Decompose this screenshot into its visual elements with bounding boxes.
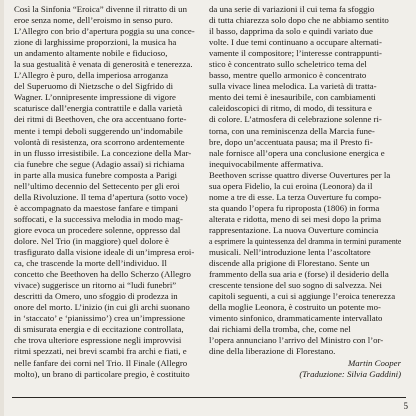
text-line: onore del morto. L’inizio (in cui gli archi suonano [14,302,190,313]
text-line: sua opera Fidelio, la cui eroina (Leonora) da il [209,180,373,191]
text-line: in ‘staccato’ e ‘pianissimo’) crea un’impressione [14,313,186,324]
text-line: vimento sinfonico, drammaticamente intervallato [209,313,383,324]
text-line: caleidoscopici di ritmo, di modo, di tessitura e [209,103,372,114]
text-line: del Superuomo di Nietzsche o del Sigfrido di [14,81,174,92]
text-line: che trova ulteriore espressione negli improvvisi [14,335,182,346]
text-line: in parte alla musica funebre composta a Parigi [14,169,177,180]
text-line: da una serie di variazioni il cui tema fa sfoggio [209,4,375,14]
text-line: scaturisce dall’energia contrattile e dalla varietà [14,103,183,114]
text-line: dine della liberazione di Florestano. [209,346,336,357]
left-column [14,4,203,380]
text-line: inequivocabilmente affermativa. [209,158,324,169]
text-line: alterata e ridotta, meno di sei mesi dopo la prima [209,213,381,224]
text-line: mento dei temi è inesauribile, con cambiamenti [209,92,376,103]
translator-credit: (Traduzione: Silvia Gaddini) [299,368,401,379]
text-line: a esprimere la quintessenza del dramma in termini puramente [209,235,402,246]
text-line: bre, dopo un’accentuata pausa; ma il Presto fi- [209,136,373,147]
text-line: di tutta chiarezza solo dopo che ne abbiamo sentito [209,15,389,26]
text-line: giore evoca un procedere solenne, oppresso dal [14,224,181,235]
text-line: di smisurata energia e di eccitazione controllata, [14,324,184,335]
text-line: trasfigurato dalla visione ideale di un’impresa eroi- [14,247,195,258]
text-line: ca, che trascende la morte dell’individuo. Il [14,258,167,269]
text-line: di colore. L’atmosfera di celebrazione solenne ri- [209,114,382,125]
text-line: vivace) suggerisce un ritorno ai “ludi funebri” [14,280,177,291]
text-line: capitoli seguenti, a cui si aggiunge l’eroica tenerezza [209,291,396,302]
text-line: sta quando l’opera fu riproposta (1806) in forma [209,202,380,213]
text-line: musicali. Nell’introduzione lenta l’ascoltatore [209,247,371,258]
text-line: stico è concentrato sullo scheletrico tema del [209,59,367,70]
text-line: la sua gestualità è venata di generosità e tenerezza. [14,59,193,70]
text-line: nome a tre di esse. La terza Ouverture fu compo- [209,191,382,202]
text-line: nelle fanfare dei corni nel Trio. Il Finale (Allegro [14,357,188,368]
right-column [209,4,401,380]
text-line: eroe senza nome, dell’eroismo in senso puro. [14,15,173,26]
text-line: basso, mentre quello armonico è concentrato [209,70,367,81]
text-line: sulla vivace linea melodica. La varietà di tratta- [209,81,377,92]
text-line: dolore. Nel Trio (in maggiore) quel dolore è [14,235,169,246]
text-line: ritmi spezzati, nei brevi scambi fra archi e fiati, e [14,346,187,357]
text-line: mente i tempi deboli suggerendo un’indomabile [14,125,183,136]
text-line: dai richiami della tromba, che, come nel [209,324,351,335]
text-line: rappresentazione. La nuova Ouverture comincia [209,224,379,235]
text-line: nale fornisce all’opera una conclusione energica e [209,147,385,158]
text-line: L’Allegro è puro, della imperiosa arroganza [14,70,169,81]
text-line: il basso, dapprima da solo e quindi variato due [209,26,373,37]
text-line: L’Allegro con brio d’apertura poggia su una conce- [14,26,195,37]
text-line: crescente tensione del suo sogno di salvezza. Nei [209,280,382,291]
text-line: in un flusso irresistibile. La concezione della Mar- [14,147,192,158]
text-line: volontà di resistenza, ora scorrono ardentemente [14,136,185,147]
text-line: Wagner. L’onnipresente impressione di vigore [14,92,176,103]
text-line: della moglie Leonora, è costruito un potente mo- [209,302,381,313]
text-line: discende alla prigione di Florestano. Sente un [209,258,370,269]
text-line: Beethoven scrisse quattro diverse Ouvertures per la [209,169,391,180]
text-line: descritti da Omero, uno sfoggio di prodezza in [14,291,178,302]
text-line: cia funebre che segue (Adagio assai) si richiama [14,158,185,169]
text-line: Così la Sinfonia “Eroica” divenne il ritratto di un [14,4,187,14]
text-line: volte. I due temi continuano a occupare alternati- [209,37,382,48]
text-line: soffocati, e la successiva melodia in modo mag- [14,213,183,224]
text-line: frammento della sua aria e (forse) il desiderio della [209,269,389,280]
footer-rule [12,397,406,398]
text-line: della Rivoluzione. Il tema d’apertura (sotto voce) [14,191,188,202]
text-line: nell’ultimo decennio del Settecento per gli eroi [14,180,180,191]
page-edge [0,0,4,416]
text-line: molto), un brano di particolare pregio, è costituito [14,368,190,379]
text-line: vamente il compositore; l’interesse contrappunti- [209,48,382,59]
text-line: è accompagnato da maestose fanfare e timpani [14,202,179,213]
text-line: torna, con una reminiscenza della Marcia fune- [209,125,375,136]
text-line: zione di larghissime proporzioni, la musica ha [14,37,177,48]
text-line: concetto che Beethoven ha dello Scherzo (Allegro [14,269,191,280]
page-number: 5 [403,401,408,411]
author-signature: Martin Cooper [347,357,401,368]
text-line: l’opera annunciano l’arrivo del Ministro con l’or- [209,335,384,346]
text-line: un andamento altamente nobile e fiducioso, [14,48,168,59]
text-line: dei ritmi di Beethoven, che ora accentuano forte- [14,114,187,125]
